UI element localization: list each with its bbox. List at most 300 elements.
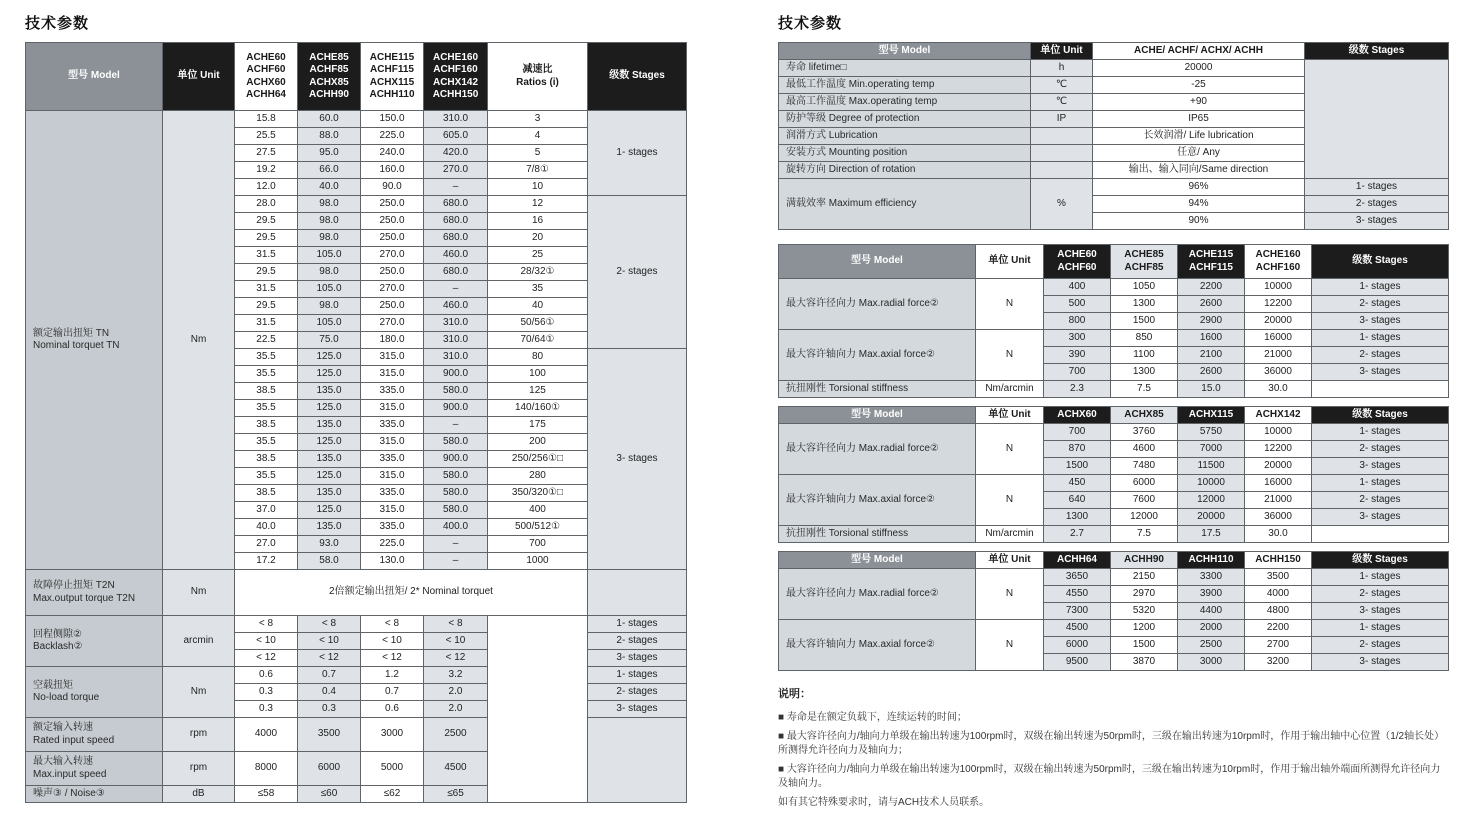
torque-value: 225.0 — [361, 536, 424, 553]
general-value: 输出、输入同向/Same direction — [1093, 162, 1305, 179]
torque-value: 88.0 — [298, 128, 361, 145]
torque-value: 27.0 — [235, 536, 298, 553]
model-column-header: ACHX115 — [1178, 407, 1245, 424]
torque-value: 315.0 — [361, 502, 424, 519]
radial-force-value: 500 — [1044, 296, 1111, 313]
torque-value: 38.5 — [235, 451, 298, 468]
ratio-value: 125 — [488, 383, 588, 400]
force-table-body — [779, 424, 1449, 543]
note-item: ■ 最大容许径向力/轴向力单级在输出转速为100rpm时，双级在输出转速为50rpm时，三级在输出转速为10rpm时，作用于输出轴中心位置（1/2轴长处）所测得允许径向力及轴向力； — [778, 731, 1445, 756]
torque-value: 270.0 — [361, 281, 424, 298]
unit-header: 单位 Unit — [163, 43, 235, 111]
model-column-header: ACHE60 ACHF60 — [1044, 245, 1111, 279]
torque-value: 240.0 — [361, 145, 424, 162]
stiffness-value: 7.5 — [1111, 526, 1178, 543]
model-column-header: ACHH150 — [1245, 552, 1312, 569]
torque-value: 31.5 — [235, 281, 298, 298]
general-table-head — [779, 43, 1449, 60]
backlash-value: < 8 — [298, 616, 361, 633]
radial-force-value: 3500 — [1245, 569, 1312, 586]
radial-force-value: 3760 — [1111, 424, 1178, 441]
stage-label: 2- stages — [588, 196, 687, 349]
torque-value: 315.0 — [361, 468, 424, 485]
radial-force-label: 最大容许径向力 Max.radial force② — [779, 424, 976, 475]
torque-value: 900.0 — [424, 400, 488, 417]
torque-value: 180.0 — [361, 332, 424, 349]
torque-value: 135.0 — [298, 519, 361, 536]
torque-value: 250.0 — [361, 264, 424, 281]
torque-value: 31.5 — [235, 247, 298, 264]
left-page-title: 技术参数 — [25, 15, 90, 32]
radial-force-unit: N — [976, 279, 1044, 330]
axial-force-value: 10000 — [1178, 475, 1245, 492]
torque-value: – — [424, 553, 488, 570]
radial-force-value: 1500 — [1111, 313, 1178, 330]
ratio-value: 250/256①□ — [488, 451, 588, 468]
torque-value: 270.0 — [424, 162, 488, 179]
torque-value: 27.5 — [235, 145, 298, 162]
torque-value: 315.0 — [361, 434, 424, 451]
noload-value: 0.3 — [298, 701, 361, 718]
general-value: 任意/ Any — [1093, 145, 1305, 162]
unit-header: 单位 Unit — [976, 407, 1044, 424]
axial-force-value: 20000 — [1178, 509, 1245, 526]
ratio-value: 16 — [488, 213, 588, 230]
torque-value: 98.0 — [298, 230, 361, 247]
model-column-header: ACHH110 — [1178, 552, 1245, 569]
radial-force-value: 1500 — [1044, 458, 1111, 475]
torque-value: 98.0 — [298, 196, 361, 213]
general-unit: h — [1031, 60, 1093, 77]
torque-value: 680.0 — [424, 264, 488, 281]
ratio-value: 7/8① — [488, 162, 588, 179]
torque-value: 420.0 — [424, 145, 488, 162]
axial-force-value: 850 — [1111, 330, 1178, 347]
spec-label: 额定输入转速 Rated input speed — [26, 718, 163, 752]
axial-force-value: 300 — [1044, 330, 1111, 347]
torque-value: 58.0 — [298, 553, 361, 570]
torque-value: 35.5 — [235, 468, 298, 485]
axial-force-value: 2500 — [1178, 637, 1245, 654]
torque-value: 315.0 — [361, 349, 424, 366]
general-label: 寿命 lifetime□ — [779, 60, 1031, 77]
radial-force-unit: N — [976, 424, 1044, 475]
stiffness-value: 30.0 — [1245, 381, 1312, 398]
noload-value: 0.3 — [235, 701, 298, 718]
torque-value: 125.0 — [298, 468, 361, 485]
radial-force-value: 12200 — [1245, 296, 1312, 313]
general-label: 最高工作温度 Max.operating temp — [779, 94, 1031, 111]
header-row — [26, 43, 687, 111]
left-table-head — [26, 43, 687, 111]
spec-value: 3000 — [361, 718, 424, 752]
torque-value: 460.0 — [424, 298, 488, 315]
general-value: -25 — [1093, 77, 1305, 94]
general-label: 旋转方向 Direction of rotation — [779, 162, 1031, 179]
ratio-empty — [488, 616, 588, 803]
force-table-head — [779, 552, 1449, 569]
torque-value: 580.0 — [424, 502, 488, 519]
torque-value: 270.0 — [361, 247, 424, 264]
stages-header: 级数 Stages — [1312, 407, 1449, 424]
model-column-header: ACHX85 — [1111, 407, 1178, 424]
spec-label: 最大输入转速 Max.input speed — [26, 752, 163, 786]
torque-value: 680.0 — [424, 230, 488, 247]
stage-empty — [588, 718, 687, 803]
torque-value: 580.0 — [424, 383, 488, 400]
axial-force-value: 2700 — [1245, 637, 1312, 654]
backlash-unit: arcmin — [163, 616, 235, 667]
left-table-body — [26, 111, 687, 803]
radial-force-value: 7480 — [1111, 458, 1178, 475]
torque-value: 35.5 — [235, 400, 298, 417]
axial-force-value: 1300 — [1044, 509, 1111, 526]
noload-value: 0.4 — [298, 684, 361, 701]
torque-value: 60.0 — [298, 111, 361, 128]
torque-value: 75.0 — [298, 332, 361, 349]
force-table-achx — [778, 406, 1449, 543]
noload-value: 3.2 — [424, 667, 488, 684]
axial-force-label: 最大容许轴向力 Max.axial force② — [779, 620, 976, 671]
radial-force-value: 12200 — [1245, 441, 1312, 458]
noload-value: 0.6 — [235, 667, 298, 684]
stiffness-value: 17.5 — [1178, 526, 1245, 543]
axial-force-value: 3870 — [1111, 654, 1178, 671]
axial-force-value: 21000 — [1245, 347, 1312, 364]
radial-force-value: 2150 — [1111, 569, 1178, 586]
torque-value: 37.0 — [235, 502, 298, 519]
torque-value: – — [424, 417, 488, 434]
radial-force-value: 2900 — [1178, 313, 1245, 330]
unit-header: 单位 Unit — [976, 552, 1044, 569]
torque-value: 580.0 — [424, 468, 488, 485]
ratio-value: 700 — [488, 536, 588, 553]
axial-force-unit: N — [976, 475, 1044, 526]
model-column-header: ACHE160 ACHF160 ACHX142 ACHH150 — [424, 43, 488, 111]
torque-value: 605.0 — [424, 128, 488, 145]
stage-label: 1- stages — [1312, 620, 1449, 637]
torque-value: 335.0 — [361, 485, 424, 502]
radial-force-value: 2200 — [1178, 279, 1245, 296]
general-label: 安装方式 Mounting position — [779, 145, 1031, 162]
stage-label: 3- stages — [1305, 213, 1449, 230]
torque-value: 310.0 — [424, 315, 488, 332]
stage-label: 3- stages — [1312, 603, 1449, 620]
general-value: 长效润滑/ Life lubrication — [1093, 128, 1305, 145]
axial-force-value: 1500 — [1111, 637, 1178, 654]
radial-force-value: 20000 — [1245, 458, 1312, 475]
torque-value: 460.0 — [424, 247, 488, 264]
backlash-value: < 12 — [235, 650, 298, 667]
torque-value: 38.5 — [235, 485, 298, 502]
torque-value: 98.0 — [298, 298, 361, 315]
radial-force-value: 870 — [1044, 441, 1111, 458]
efficiency-label: 满载效率 Maximum efficiency — [779, 179, 1031, 230]
torque-value: 270.0 — [361, 315, 424, 332]
ratio-value: 400 — [488, 502, 588, 519]
torque-value: 28.0 — [235, 196, 298, 213]
torque-value: 31.5 — [235, 315, 298, 332]
notes-footer: 如有其它特殊要求时，请与ACH技术人员联系。 — [778, 797, 990, 809]
torque-value: 335.0 — [361, 451, 424, 468]
stage-label: 1- stages — [1312, 424, 1449, 441]
noload-unit: Nm — [163, 667, 235, 718]
stage-label: 3- stages — [1312, 313, 1449, 330]
torque-value: 150.0 — [361, 111, 424, 128]
radial-force-value: 11500 — [1178, 458, 1245, 475]
axial-force-value: 640 — [1044, 492, 1111, 509]
torque-value: 105.0 — [298, 281, 361, 298]
ratio-value: 175 — [488, 417, 588, 434]
axial-force-value: 7600 — [1111, 492, 1178, 509]
torque-value: 250.0 — [361, 213, 424, 230]
t2n-value: 2倍额定输出扭矩/ 2* Nominal torquet — [235, 570, 588, 616]
model-column-header: ACHE115 ACHF115 — [1178, 245, 1245, 279]
efficiency-value: 94% — [1093, 196, 1305, 213]
spec-value: ≤62 — [361, 786, 424, 803]
ratio-value: 200 — [488, 434, 588, 451]
t2n-unit: Nm — [163, 570, 235, 616]
axial-force-value: 6000 — [1111, 475, 1178, 492]
ratio-value: 10 — [488, 179, 588, 196]
torque-value: 400.0 — [424, 519, 488, 536]
torque-value: 95.0 — [298, 145, 361, 162]
force-table-head — [779, 245, 1449, 279]
ratio-value: 25 — [488, 247, 588, 264]
stage-label: 2- stages — [1312, 347, 1449, 364]
note-item: ■ 大容许径向力/轴向力单级在输出转速为100rpm时，双级在输出转速为50rpm时，三级在输出转速为10rpm时，作用于输出轴外端面所测得允许径向力及轴向力。 — [778, 764, 1441, 789]
stage-label: 1- stages — [588, 111, 687, 196]
radial-force-row — [779, 424, 1449, 441]
model-column-header: ACHH64 — [1044, 552, 1111, 569]
stage-empty — [1312, 381, 1449, 398]
notes-section — [778, 687, 1448, 810]
stage-empty — [1312, 526, 1449, 543]
stage-label: 2- stages — [1312, 637, 1449, 654]
axial-force-value: 2000 — [1178, 620, 1245, 637]
efficiency-unit: % — [1031, 179, 1093, 230]
ratio-value: 5 — [488, 145, 588, 162]
torque-value: 135.0 — [298, 485, 361, 502]
stiffness-value: 2.7 — [1044, 526, 1111, 543]
axial-force-row — [779, 620, 1449, 637]
axial-force-unit: N — [976, 620, 1044, 671]
axial-force-value: 450 — [1044, 475, 1111, 492]
torque-value: 22.5 — [235, 332, 298, 349]
torque-value: 310.0 — [424, 332, 488, 349]
ratio-value: 1000 — [488, 553, 588, 570]
ratio-value: 350/320①□ — [488, 485, 588, 502]
axial-force-value: 36000 — [1245, 509, 1312, 526]
torque-value: 580.0 — [424, 485, 488, 502]
noload-label: 空载扭矩 No-load torque — [26, 667, 163, 718]
general-label: 防护等级 Degree of protection — [779, 111, 1031, 128]
stage-label: 3- stages — [1312, 509, 1449, 526]
spec-unit: rpm — [163, 752, 235, 786]
axial-force-value: 2200 — [1245, 620, 1312, 637]
torque-value: 250.0 — [361, 230, 424, 247]
spec-value: ≤60 — [298, 786, 361, 803]
stage-label: 3- stages — [588, 701, 687, 718]
stage-label: 1- stages — [1312, 279, 1449, 296]
backlash-value: < 12 — [361, 650, 424, 667]
radial-force-value: 1050 — [1111, 279, 1178, 296]
right-spec-panel — [778, 12, 1448, 810]
axial-force-unit: N — [976, 330, 1044, 381]
torque-value: 35.5 — [235, 366, 298, 383]
ratio-value: 35 — [488, 281, 588, 298]
t2n-label: 故障停止扭矩 T2N Max.output torque T2N — [26, 570, 163, 616]
stiffness-unit: Nm/arcmin — [976, 381, 1044, 398]
ratio-value: 40 — [488, 298, 588, 315]
torque-value: 15.8 — [235, 111, 298, 128]
spec-value: 3500 — [298, 718, 361, 752]
radial-force-label: 最大容许径向力 Max.radial force② — [779, 279, 976, 330]
backlash-row — [26, 616, 687, 633]
radial-force-value: 20000 — [1245, 313, 1312, 330]
stage-label: 2- stages — [1312, 586, 1449, 603]
unit-header: 单位 Unit — [1031, 43, 1093, 60]
torque-value: 105.0 — [298, 247, 361, 264]
noload-value: 2.0 — [424, 701, 488, 718]
axial-force-value: 12000 — [1178, 492, 1245, 509]
stage-empty — [1305, 60, 1449, 179]
torque-value: 105.0 — [298, 315, 361, 332]
axial-force-value: 12000 — [1111, 509, 1178, 526]
stiffness-value: 7.5 — [1111, 381, 1178, 398]
general-value: IP65 — [1093, 111, 1305, 128]
general-value: 20000 — [1093, 60, 1305, 77]
stage-label: 3- stages — [1312, 458, 1449, 475]
radial-force-row — [779, 569, 1449, 586]
general-unit: ℃ — [1031, 94, 1093, 111]
force-table-ache-achf — [778, 244, 1449, 398]
torque-value: 19.2 — [235, 162, 298, 179]
ratio-value: 50/56① — [488, 315, 588, 332]
torque-value: 90.0 — [361, 179, 424, 196]
torque-value: 29.5 — [235, 230, 298, 247]
general-unit — [1031, 145, 1093, 162]
general-unit: IP — [1031, 111, 1093, 128]
unit-header: 单位 Unit — [976, 245, 1044, 279]
stages-header: 级数 Stages — [1305, 43, 1449, 60]
model-header: 型号 Model — [779, 407, 976, 424]
ratio-value: 100 — [488, 366, 588, 383]
spec-row — [26, 718, 687, 752]
torque-value: 900.0 — [424, 366, 488, 383]
torque-value: 125.0 — [298, 502, 361, 519]
spec-value: 4500 — [424, 752, 488, 786]
axial-force-row — [779, 330, 1449, 347]
torque-value: 40.0 — [235, 519, 298, 536]
spec-value: 2500 — [424, 718, 488, 752]
backlash-label: 回程侧隙② Backlash② — [26, 616, 163, 667]
stage-label: 1- stages — [1312, 330, 1449, 347]
general-label: 最低工作温度 Min.operating temp — [779, 77, 1031, 94]
efficiency-value: 90% — [1093, 213, 1305, 230]
torque-value: 125.0 — [298, 349, 361, 366]
torque-value: 680.0 — [424, 213, 488, 230]
axial-force-value: 390 — [1044, 347, 1111, 364]
spec-value: 5000 — [361, 752, 424, 786]
torque-value: 29.5 — [235, 264, 298, 281]
stage-label: 2- stages — [1312, 492, 1449, 509]
axial-force-value: 1300 — [1111, 364, 1178, 381]
ratio-value: 20 — [488, 230, 588, 247]
noload-value: 1.2 — [361, 667, 424, 684]
radial-force-value: 4550 — [1044, 586, 1111, 603]
torque-value: 160.0 — [361, 162, 424, 179]
radial-force-row — [779, 279, 1449, 296]
spec-value: ≤58 — [235, 786, 298, 803]
radial-force-value: 3900 — [1178, 586, 1245, 603]
axial-force-value: 21000 — [1245, 492, 1312, 509]
general-unit: ℃ — [1031, 77, 1093, 94]
backlash-value: < 8 — [424, 616, 488, 633]
torque-value: 35.5 — [235, 434, 298, 451]
radial-force-unit: N — [976, 569, 1044, 620]
torque-value: 335.0 — [361, 417, 424, 434]
stage-label: 2- stages — [588, 684, 687, 701]
radial-force-value: 7000 — [1178, 441, 1245, 458]
stages-header: 级数 Stages — [588, 43, 687, 111]
radial-force-value: 4800 — [1245, 603, 1312, 620]
axial-force-label: 最大容许轴向力 Max.axial force② — [779, 330, 976, 381]
radial-force-value: 2970 — [1111, 586, 1178, 603]
torque-value: 900.0 — [424, 451, 488, 468]
torque-value: 98.0 — [298, 213, 361, 230]
stiffness-value: 15.0 — [1178, 381, 1245, 398]
backlash-value: < 10 — [361, 633, 424, 650]
model-header: 型号 Model — [779, 552, 976, 569]
torque-value: 35.5 — [235, 349, 298, 366]
noload-value: 2.0 — [424, 684, 488, 701]
noload-row — [26, 667, 687, 684]
stiffness-value: 2.3 — [1044, 381, 1111, 398]
stage-label: 1- stages — [1312, 475, 1449, 492]
spec-value: 4000 — [235, 718, 298, 752]
torque-unit: Nm — [163, 111, 235, 570]
torque-value: 38.5 — [235, 417, 298, 434]
stiffness-label: 抗扭刚性 Torsional stiffness — [779, 381, 976, 398]
ratio-value: 12 — [488, 196, 588, 213]
torque-label: 额定输出扭矩 TN Nominal torquet TN — [26, 111, 163, 570]
backlash-value: < 8 — [361, 616, 424, 633]
notes-heading: 说明： — [778, 688, 811, 700]
torque-value: – — [424, 536, 488, 553]
radial-force-value: 4000 — [1245, 586, 1312, 603]
stiffness-value: 30.0 — [1245, 526, 1312, 543]
efficiency-value: 96% — [1093, 179, 1305, 196]
ratio-value: 4 — [488, 128, 588, 145]
torque-value: 135.0 — [298, 451, 361, 468]
torque-value: 225.0 — [361, 128, 424, 145]
spec-label: 噪声③ / Noise③ — [26, 786, 163, 803]
ratio-value: 28/32① — [488, 264, 588, 281]
ratio-value: 80 — [488, 349, 588, 366]
radial-force-value: 4600 — [1111, 441, 1178, 458]
model-header: 型号 Model — [26, 43, 163, 111]
header-row — [779, 245, 1449, 279]
torque-value: 125.0 — [298, 366, 361, 383]
force-table-body — [779, 279, 1449, 398]
general-spec-table — [778, 42, 1449, 230]
stiffness-row — [779, 526, 1449, 543]
torque-value: 310.0 — [424, 111, 488, 128]
stiffness-unit: Nm/arcmin — [976, 526, 1044, 543]
stage-label: 1- stages — [1312, 569, 1449, 586]
radial-force-value: 5320 — [1111, 603, 1178, 620]
